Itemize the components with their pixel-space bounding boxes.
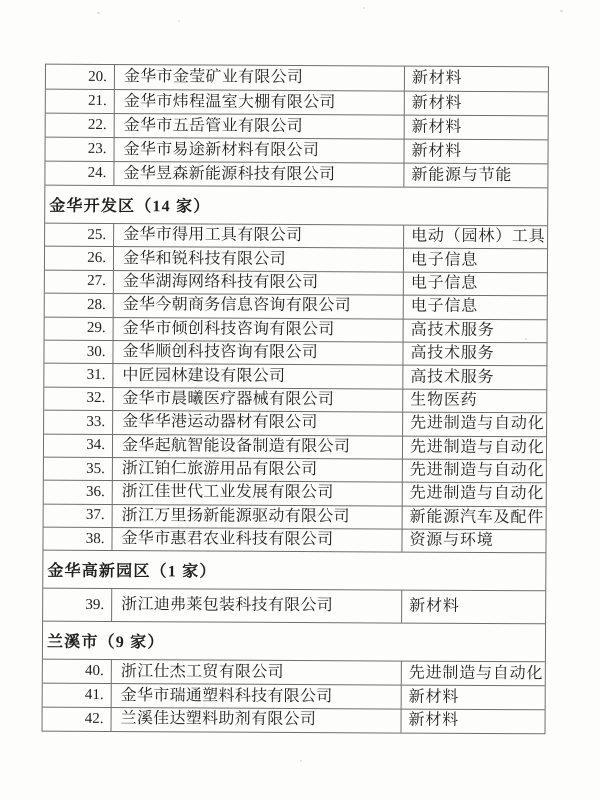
table-row: [45, 246, 547, 272]
row-number: 32.: [44, 387, 113, 410]
scan-speck: [97, 12, 100, 14]
industry-category: 电子信息: [410, 297, 478, 316]
table-row: [44, 340, 546, 366]
industry-category: 新材料: [409, 598, 460, 616]
row-number: 21.: [46, 90, 115, 113]
table-row: [44, 480, 546, 506]
table-row: [44, 433, 546, 459]
company-name: 金华顺创科技咨询有限公司: [113, 341, 403, 365]
table-row: [43, 527, 545, 553]
row-number: 35.: [44, 458, 113, 481]
company-name: 金华市瑞通塑料科技有限公司: [112, 684, 402, 708]
row-number: 38.: [43, 528, 112, 551]
row-number: 26.: [45, 247, 114, 270]
scan-speck: [560, 10, 563, 12]
row-number: 20.: [46, 65, 115, 89]
company-name: 中匠园林建设有限公司: [113, 364, 403, 388]
company-name: 浙江万里扬新能源驱动有限公司: [113, 505, 403, 529]
section-header: [43, 550, 545, 591]
company-name: 浙江铂仁旅游用品有限公司: [113, 458, 403, 482]
company-name: 金华今朝商务信息咨询有限公司: [114, 294, 404, 318]
row-number: 25.: [45, 224, 114, 247]
table-row: [43, 707, 545, 733]
row-number: 23.: [45, 138, 114, 161]
table-row: [45, 293, 547, 319]
table-row: [46, 113, 548, 140]
row-number: 24.: [45, 162, 114, 185]
industry-category: 新能源汽车及配件: [409, 508, 545, 527]
industry-category: 电子信息: [410, 251, 479, 269]
industry-category: 先进制造与自动化: [408, 664, 544, 683]
company-name: 浙江迪弗莱包装科技有限公司: [112, 590, 402, 624]
industry-category: 新材料: [411, 142, 463, 160]
table-row: [44, 503, 546, 529]
company-name: 浙江佳世代工业发展有限公司: [113, 481, 403, 505]
company-name: 金华市得用工具有限公司: [114, 224, 404, 248]
table-row: [46, 89, 548, 116]
scan-speck: [300, 760, 302, 762]
section-header: [45, 185, 547, 226]
industry-category: 先进制造与自动化: [410, 414, 545, 433]
row-number: 27.: [45, 270, 114, 293]
section-header-label: 金华高新园区（1 家）: [47, 563, 217, 582]
row-number: 40.: [43, 660, 112, 683]
scan-speck: [178, 20, 180, 22]
row-number: 31.: [44, 364, 113, 387]
industry-category: 电动（园林）工具: [411, 227, 546, 246]
company-name: 金华市炜程温室大棚有限公司: [115, 90, 405, 115]
table-row: [44, 386, 546, 412]
industry-category: 新材料: [408, 711, 460, 730]
industry-category: 新能源与节能: [411, 166, 513, 184]
table-row: [45, 161, 547, 188]
company-name: 兰溪佳达塑料助剂有限公司: [112, 708, 402, 732]
row-number: 39.: [43, 589, 112, 621]
company-name: 金华市惠君农业科技有限公司: [112, 528, 402, 552]
section-header: [43, 621, 545, 662]
table-row: [43, 659, 545, 685]
industry-category: 电子信息: [410, 274, 479, 292]
company-list-table: [42, 64, 549, 734]
row-number: 30.: [44, 341, 113, 364]
row-number: 36.: [44, 481, 113, 504]
industry-category: 高技术服务: [410, 368, 495, 386]
industry-category: 高技术服务: [410, 344, 495, 363]
table-row: [45, 223, 547, 249]
table-row: [46, 65, 548, 92]
table-row: [44, 363, 546, 389]
company-name: 金华市五岳管业有限公司: [115, 114, 405, 139]
company-name: 金华昱森新能源科技有限公司: [114, 162, 404, 187]
table-row: [45, 316, 547, 342]
company-name: 金华华港运动器材有限公司: [113, 411, 403, 435]
industry-category: 资源与环境: [409, 531, 494, 550]
company-name: 浙江仕杰工贸有限公司: [112, 661, 402, 685]
company-name: 金华市金莹矿业有限公司: [115, 65, 405, 91]
row-number: 41.: [43, 684, 112, 707]
row-number: 33.: [44, 411, 113, 434]
industry-category: 生物医药: [410, 391, 478, 409]
section-header-label: 兰溪市（9 家）: [46, 634, 165, 652]
industry-category: 高技术服务: [410, 321, 495, 339]
industry-category: 新材料: [411, 118, 463, 136]
table-row: [43, 683, 545, 709]
company-name: 金华市倾创科技咨询有限公司: [114, 318, 404, 342]
company-name: 金华湖海网络科技有限公司: [114, 271, 404, 295]
row-number: 42.: [43, 708, 112, 731]
industry-category: 先进制造与自动化: [409, 461, 545, 480]
company-name: 金华市晨曦医疗器械有限公司: [113, 388, 403, 412]
industry-category: 新材料: [408, 688, 460, 706]
table-row: [45, 137, 547, 164]
company-name: 金华市易途新材料有限公司: [114, 138, 404, 163]
company-name: 金华起航智能设备制造有限公司: [113, 435, 403, 459]
scan-speck: [363, 7, 365, 9]
row-number: 37.: [44, 504, 113, 527]
row-number: 28.: [45, 294, 114, 317]
table-row: [43, 588, 545, 624]
section-header-label: 金华开发区（14 家）: [49, 197, 211, 216]
industry-category: 新材料: [411, 69, 463, 87]
industry-category: 先进制造与自动化: [409, 438, 545, 457]
company-name: 金华和锐科技有限公司: [114, 247, 404, 271]
row-number: 22.: [46, 114, 115, 137]
table-row: [44, 457, 546, 483]
industry-category: 新材料: [411, 94, 463, 112]
row-number: 29.: [45, 317, 114, 340]
row-number: 34.: [44, 434, 113, 457]
table-row: [44, 410, 546, 436]
table-row: [45, 269, 547, 295]
industry-category: 先进制造与自动化: [409, 485, 545, 503]
